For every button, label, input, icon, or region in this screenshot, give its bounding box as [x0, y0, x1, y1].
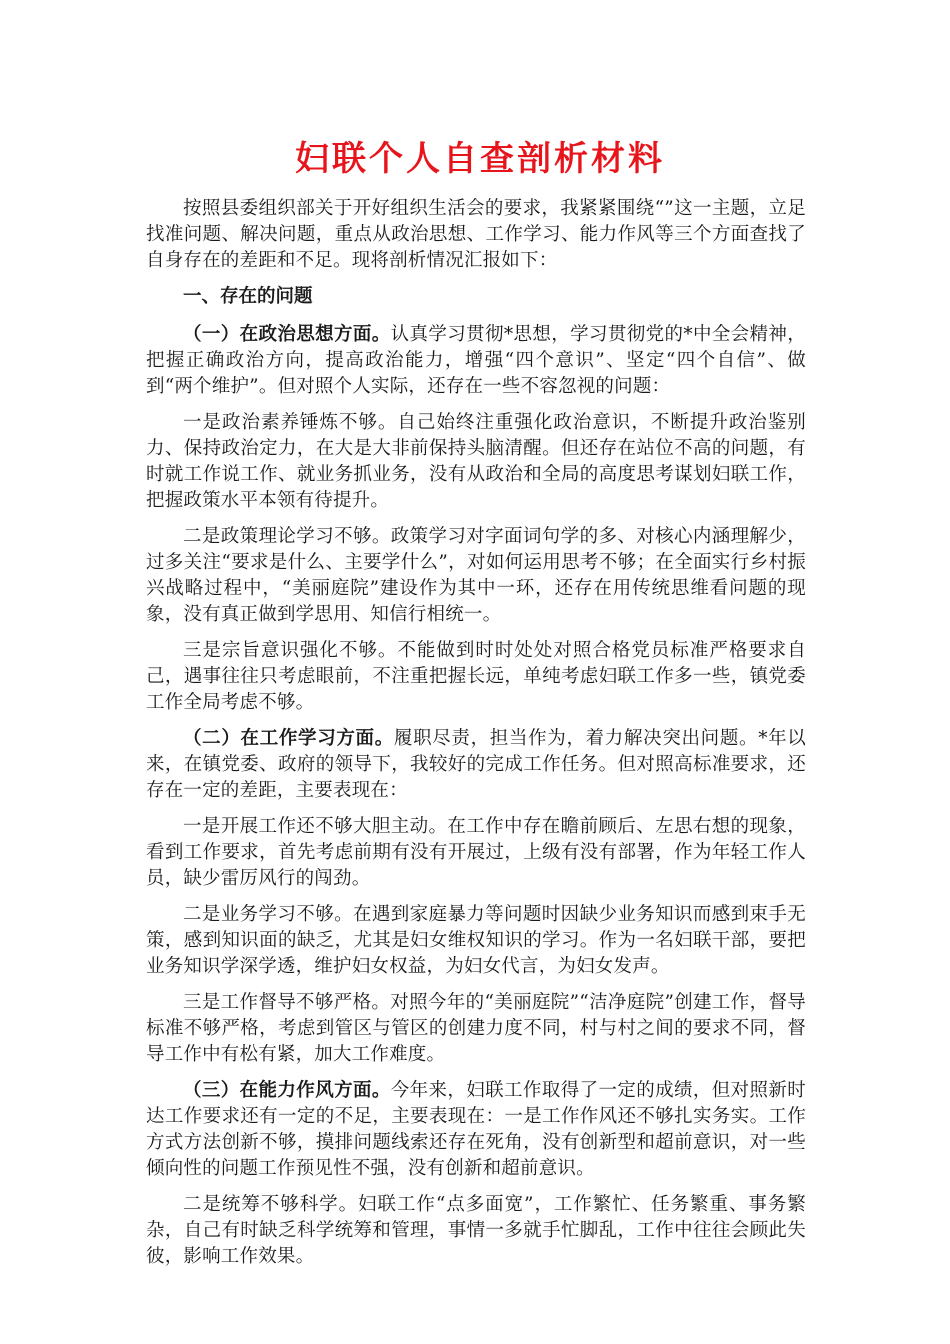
- part3-text: 今年来，妇联工作取得了一定的成绩，但对照新时达工作要求还有一定的不足，主要表现在：一是工作作风还不够扎实务实。工作方式方法创新不够，摸排问题线索还存在死角，没有创新型和超前意识，对一些倾向性的问题工作预见性不强，没有创新和超前意识。: [146, 1080, 807, 1179]
- part1-point3: 三是宗旨意识强化不够。不能做到时时处处对照合格党员标准严格要求自己，遇事往往只考虑眼前，不注重把握长远，单纯考虑妇联工作多一些，镇党委工作全局考虑不够。: [146, 640, 806, 713]
- part2-point2: 二是业务学习不够。在遇到家庭暴力等问题时因缺少业务知识而感到束手无策，感到知识面的缺乏，尤其是妇女维权知识的学习。作为一名妇联干部，要把业务知识学深学透，维护妇女权益，为妇女代言，为妇女发声。: [146, 904, 806, 977]
- part3-heading: （三）在能力作风方面。: [183, 1080, 391, 1101]
- part2-text: 履职尽责，担当作为，着力解决突出问题。*年以来，在镇党委、政府的领导下，我较好的完成工作任务。但对照高标准要求，还存在一定的差距，主要表现在：: [146, 728, 806, 801]
- part1-point2: 二是政策理论学习不够。政策学习对字面词句学的多、对核心内涵理解少，过多关注“要求是什么、主要学什么”，对如何运用思考不够；在全面实行乡村振兴战略过程中，“美丽庭院”建设作为其中一环，还存在用传统思维看问题的现象，没有真正做到学思用、知信行相统一。: [146, 526, 806, 625]
- part2-point1: 一是开展工作还不够大胆主动。在工作中存在瞻前顾后、左思右想的现象，看到工作要求，首先考虑前期有没有开展过，上级有没有部署，作为年轻工作人员，缺少雷厉风行的闯劲。: [146, 816, 806, 889]
- document-page: [146, 136, 806, 1280]
- part3-paragraph: [146, 1078, 806, 1182]
- document-title: 妇联个人自查剖析材料: [295, 139, 665, 179]
- part1-heading: （一）在政治思想方面。: [183, 324, 391, 345]
- part1-text: 认真学习贯彻*思想，学习贯彻党的*中全会精神，把握正确政治方向，提高政治能力，增强“四个意识”、坚定“四个自信”、做到“两个维护”。但对照个人实际，还存在一些不容忽视的问题：: [146, 324, 807, 397]
- intro-paragraph: 按照县委组织部关于开好组织生活会的要求，我紧紧围绕“”这一主题，立足找准问题、解决问题，重点从政治思想、工作学习、能力作风等三个方面查找了自身存在的差距和不足。现将剖析情况汇报如下：: [146, 198, 806, 271]
- part2-heading: （二）在工作学习方面。: [183, 728, 394, 749]
- section-heading-problems: 一、存在的问题: [183, 286, 313, 307]
- part1-paragraph: [146, 322, 806, 400]
- part2-point3: 三是工作督导不够严格。对照今年的“美丽庭院”“洁净庭院”创建工作，督导标准不够严格，考虑到管区与管区的创建力度不同，村与村之间的要求不同，督导工作中有松有紧，加大工作难度。: [146, 992, 806, 1065]
- part3-point2: 二是统筹不够科学。妇联工作“点多面宽”，工作繁忙、任务繁重、事务繁杂，自己有时缺乏科学统筹和管理，事情一多就手忙脚乱，工作中往往会顾此失彼，影响工作效果。: [146, 1194, 806, 1267]
- part2-paragraph: [146, 726, 806, 804]
- part1-point1: 一是政治素养锤炼不够。自己始终注重强化政治意识，不断提升政治鉴别力、保持政治定力，在大是大非前保持头脑清醒。但还存在站位不高的问题，有时就工作说工作、就业务抓业务，没有从政治和全局的高度思考谋划妇联工作，把握政策水平本领有待提升。: [146, 412, 806, 511]
